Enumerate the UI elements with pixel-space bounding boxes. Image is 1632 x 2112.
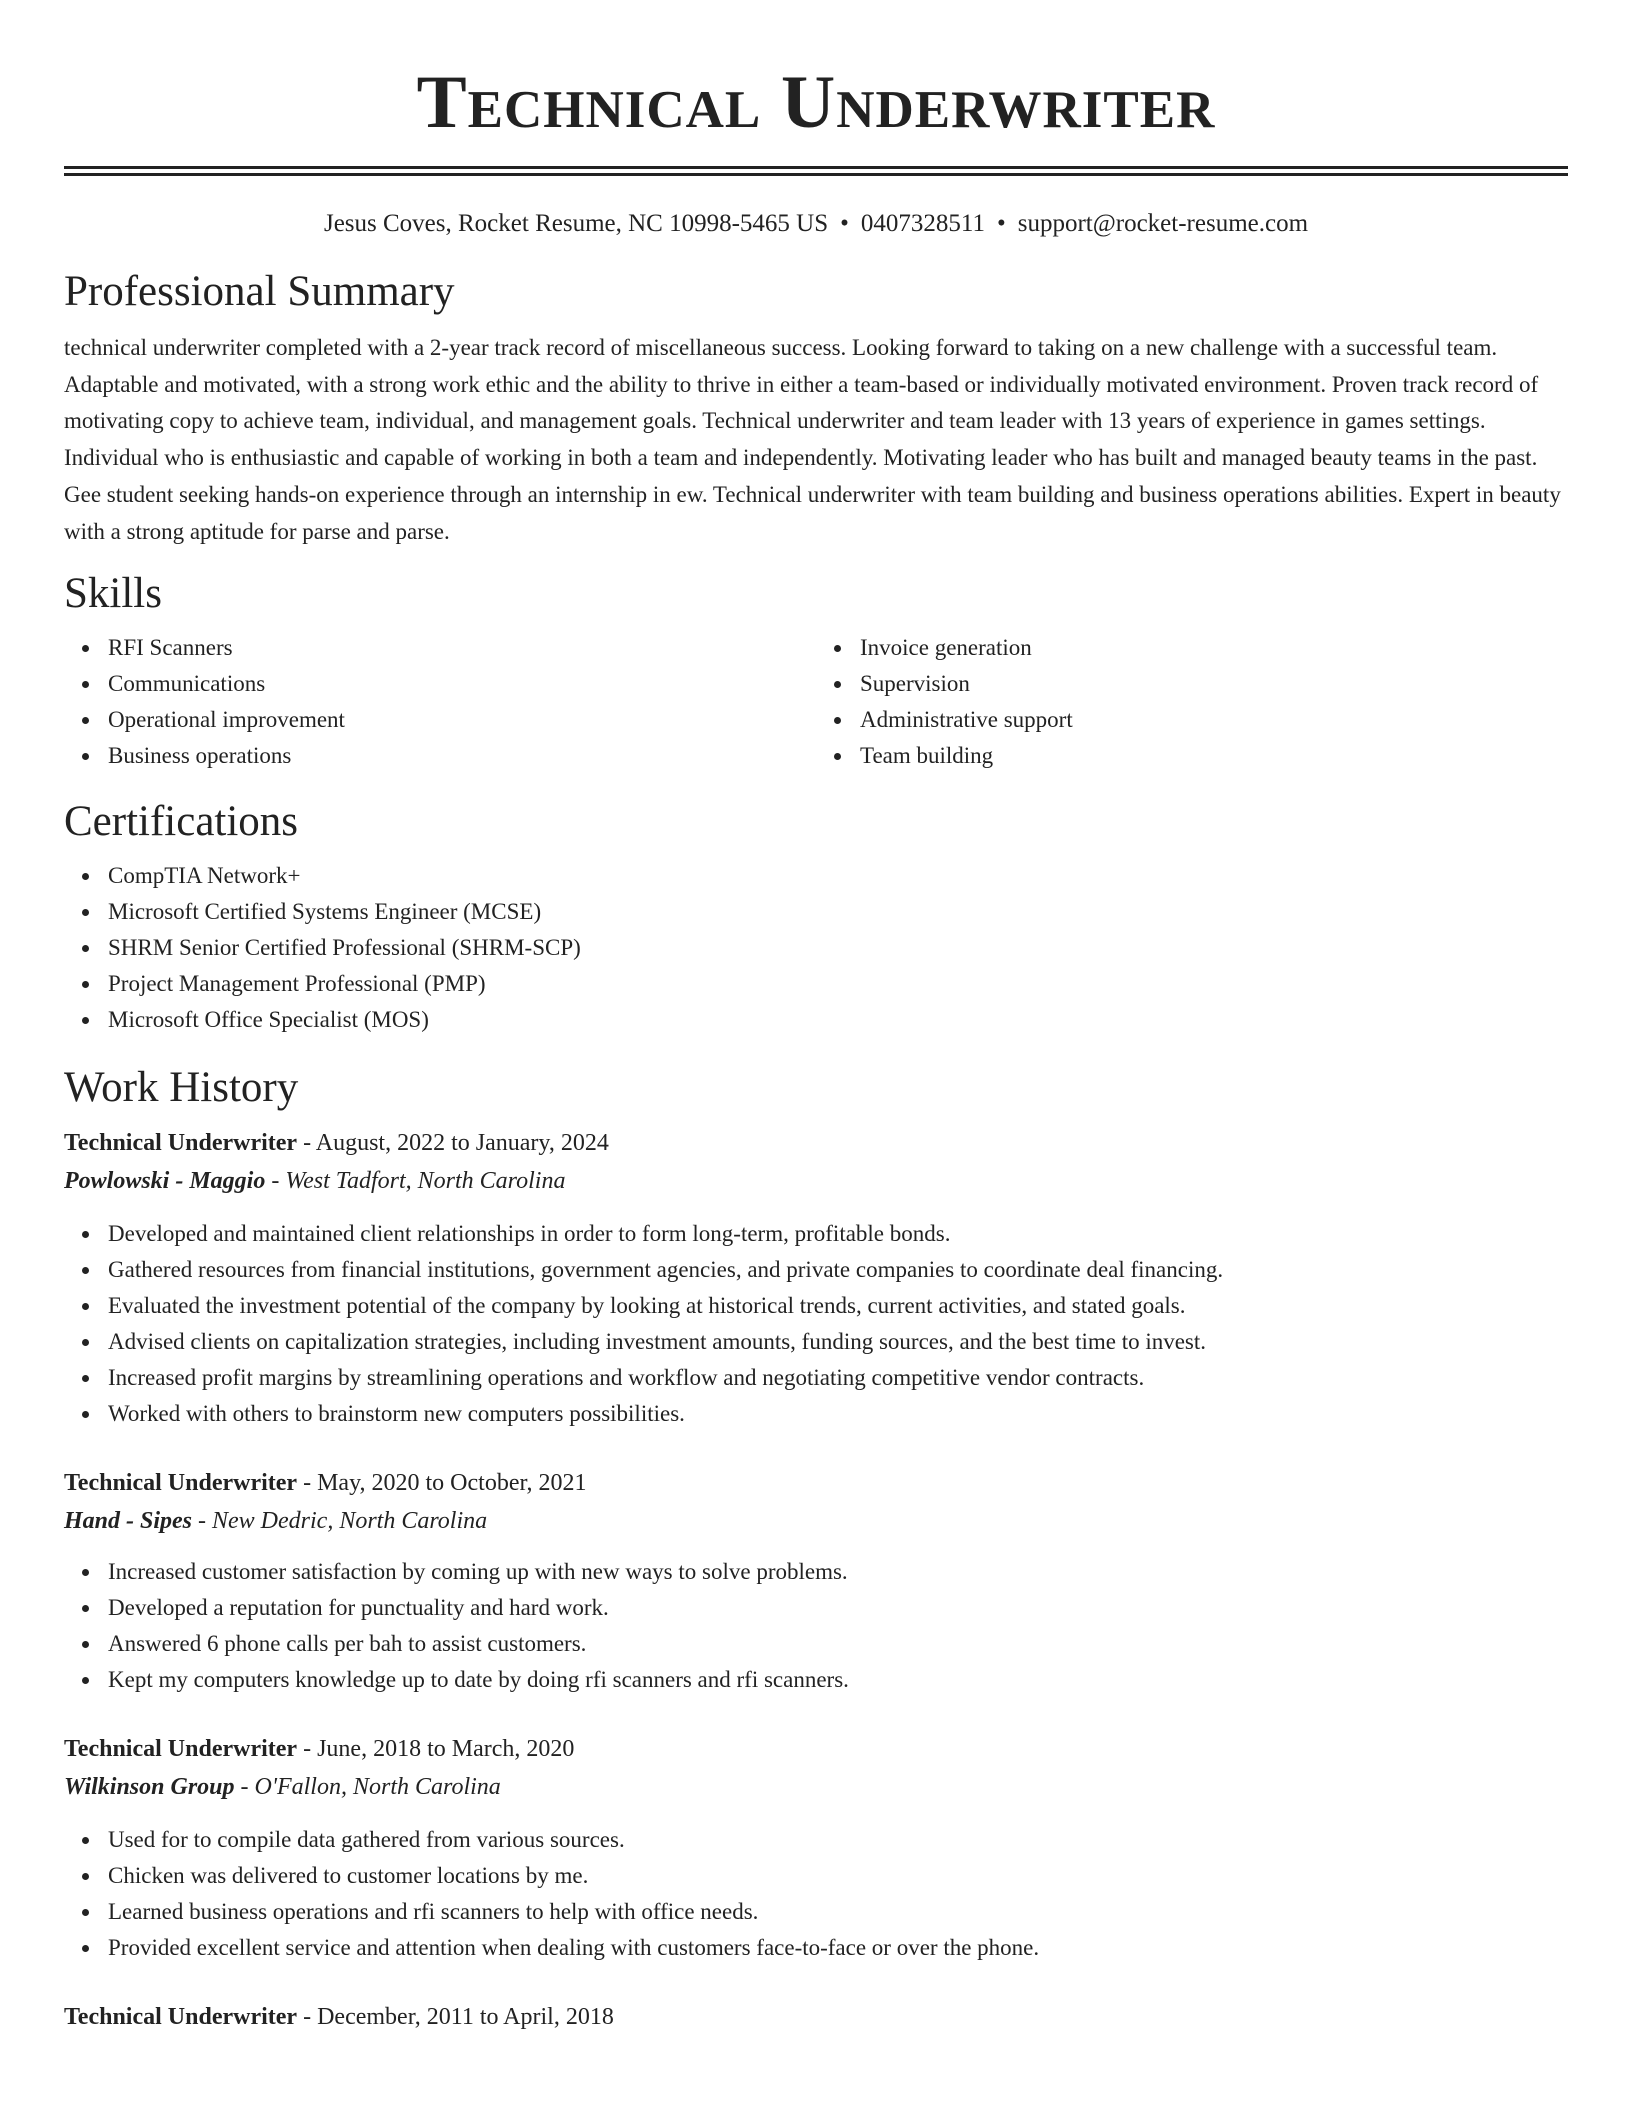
job-separator: -: [297, 1736, 318, 1763]
job-entry: [64, 1730, 1568, 1966]
job-entry: [64, 1998, 1568, 2036]
work-history-heading: Work History: [64, 1064, 299, 1112]
job-bullet: Developed and maintained client relationships in order to form long-term, profitable bonds.: [108, 1216, 1568, 1252]
contact-email: support@rocket-resume.com: [1017, 210, 1309, 237]
job-bullet: Evaluated the investment potential of the company by looking at historical trends, current activities, and stated goals.: [108, 1288, 1568, 1324]
job-dates: August, 2022 to January, 2024: [315, 1130, 609, 1157]
contact-line: [64, 208, 1568, 240]
summary-section: [64, 266, 1568, 550]
job-entry: [64, 1464, 1568, 1698]
job-bullets: [64, 1216, 1568, 1432]
job-company-line: [64, 1768, 1568, 1806]
job-separator: -: [192, 1508, 213, 1535]
skill-item: Operational improvement: [108, 702, 816, 738]
job-bullet: Gathered resources from financial institutions, government agencies, and private companies to coordinate deal financing.: [108, 1252, 1568, 1288]
job-bullet: Provided excellent service and attention when dealing with customers face-to-face or over the phone.: [108, 1930, 1568, 1966]
job-company: Powlowski - Maggio: [64, 1168, 266, 1195]
contact-phone: 0407328511: [860, 210, 985, 237]
skills-section: [64, 568, 1568, 774]
job-separator: -: [297, 1130, 316, 1157]
skill-item: Team building: [860, 738, 1568, 774]
job-dates: December, 2011 to April, 2018: [317, 2004, 614, 2031]
job-bullet: Used for to compile data gathered from various sources.: [108, 1822, 1568, 1858]
contact-separator: •: [840, 210, 849, 237]
skill-item: RFI Scanners: [108, 630, 816, 666]
job-role: Technical Underwriter: [64, 1470, 298, 1497]
skill-item: Communications: [108, 666, 816, 702]
job-bullet: Chicken was delivered to customer locations by me.: [108, 1858, 1568, 1894]
job-bullet: Answered 6 phone calls per bah to assist customers.: [108, 1626, 1568, 1662]
job-title-line: [64, 1124, 1568, 1162]
summary-text: technical underwriter completed with a 2-year track record of miscellaneous success. Looking forward to taking on a new challenge with a successful team. Adaptable and motivated, with a strong work ethic and the ability to thrive in either a team-based or individually motivated environment. Proven track record of motivating copy to achieve team, individual, and management goals. Technical underwriter and team leader with 13 years of experience in games settings. Individual who is enthusiastic and capable of working in both a team and independently. Motivating leader who has built and managed beauty teams in the past. Gee student seeking hands-on experience through an internship in ew. Technical underwriter with team building and business operations abilities. Expert in beauty with a strong aptitude for parse and parse.: [64, 335, 1561, 544]
job-title-line: [64, 1464, 1568, 1502]
certification-item: Microsoft Office Specialist (MOS): [108, 1002, 1568, 1038]
job-bullet: Advised clients on capitalization strategies, including investment amounts, funding sources, and the best time to invest.: [108, 1324, 1568, 1360]
job-title-line: [64, 1730, 1568, 1768]
job-bullet: Increased customer satisfaction by coming up with new ways to solve problems.: [108, 1554, 1568, 1590]
job-bullet: Increased profit margins by streamlining operations and workflow and negotiating competitive vendor contracts.: [108, 1360, 1568, 1396]
certification-item: SHRM Senior Certified Professional (SHRM-SCP): [108, 930, 1568, 966]
job-role: Technical Underwriter: [64, 1130, 298, 1157]
job-dates: June, 2018 to March, 2020: [317, 1736, 575, 1763]
job-bullet: Worked with others to brainstorm new computers possibilities.: [108, 1396, 1568, 1432]
job-bullets: [64, 1554, 1568, 1698]
skill-item: Supervision: [860, 666, 1568, 702]
summary-heading: Professional Summary: [64, 268, 455, 315]
header-double-rule: [64, 166, 1568, 176]
job-company: Hand - Sipes: [64, 1508, 193, 1535]
job-separator: -: [234, 1774, 255, 1801]
certifications-section: [64, 796, 1568, 1038]
job-company-line: [64, 1502, 1568, 1540]
job-bullet: Kept my computers knowledge up to date by doing rfi scanners and rfi scanners.: [108, 1662, 1568, 1698]
job-company: Wilkinson Group: [64, 1774, 235, 1801]
skill-item: Business operations: [108, 738, 816, 774]
job-separator: -: [297, 1470, 318, 1497]
job-bullet: Developed a reputation for punctuality and hard work.: [108, 1590, 1568, 1626]
certification-item: Microsoft Certified Systems Engineer (MCSE): [108, 894, 1568, 930]
job-location: West Tadfort, North Carolina: [285, 1168, 566, 1195]
skills-list-left: [64, 630, 816, 774]
certifications-list: [64, 858, 1568, 1038]
job-title-line: [64, 1998, 1568, 2036]
job-bullets: [64, 1822, 1568, 1966]
job-location: New Dedric, North Carolina: [212, 1508, 488, 1535]
job-entry: [64, 1124, 1568, 1432]
work-history-section: [64, 1062, 1568, 2036]
job-separator: -: [297, 2004, 318, 2031]
resume-name-heading: Technical Underwriter: [416, 61, 1216, 144]
skills-grid: [64, 630, 1568, 774]
contact-separator: •: [996, 210, 1006, 237]
job-bullet: Learned business operations and rfi scanners to help with office needs.: [108, 1894, 1568, 1930]
job-separator: -: [265, 1168, 286, 1195]
skill-item: Administrative support: [860, 702, 1568, 738]
job-role: Technical Underwriter: [64, 1736, 298, 1763]
skill-item: Invoice generation: [860, 630, 1568, 666]
certification-item: CompTIA Network+: [108, 858, 1568, 894]
skills-heading: Skills: [64, 570, 162, 618]
job-role: Technical Underwriter: [64, 2004, 298, 2031]
job-dates: May, 2020 to October, 2021: [317, 1470, 587, 1497]
certification-item: Project Management Professional (PMP): [108, 966, 1568, 1002]
certifications-heading: Certifications: [64, 798, 299, 846]
contact-address: Jesus Coves, Rocket Resume, NC 10998-5465 US: [323, 210, 829, 237]
job-location: O'Fallon, North Carolina: [254, 1774, 501, 1801]
skills-list-right: [816, 630, 1568, 774]
resume-page: [64, 0, 1568, 2036]
job-company-line: [64, 1162, 1568, 1200]
